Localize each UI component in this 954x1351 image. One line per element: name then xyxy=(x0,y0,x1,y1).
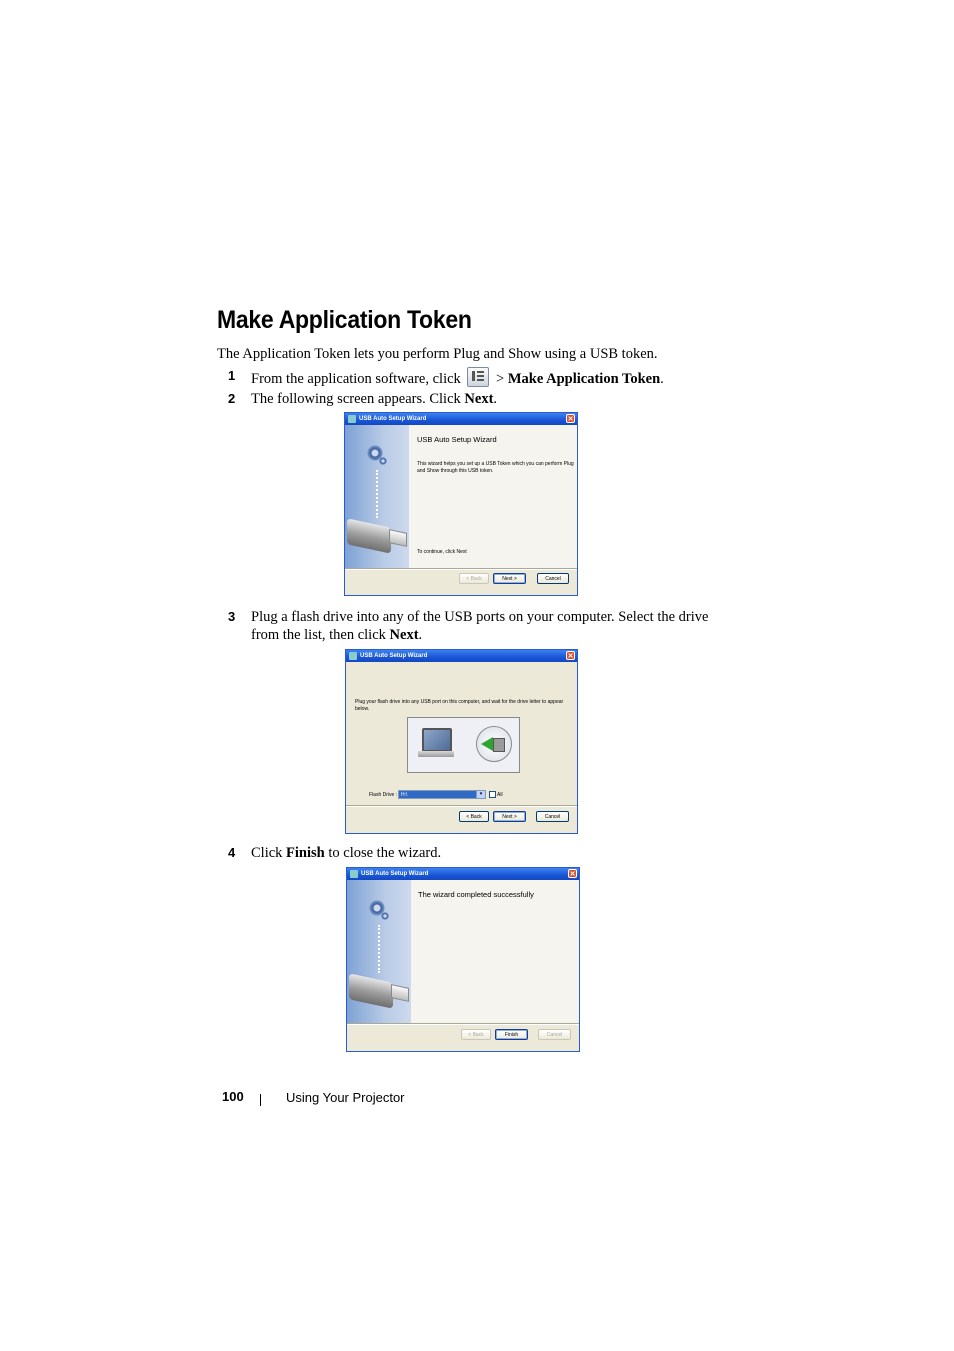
next-button[interactable]: Next > xyxy=(493,573,526,584)
wizard-side-panel xyxy=(345,425,409,568)
flash-drive-value: H:\ xyxy=(401,792,408,798)
finish-button[interactable]: Finish xyxy=(495,1029,528,1040)
wizard-side-panel xyxy=(347,880,411,1023)
wizard-content xyxy=(409,425,577,568)
title-bar: USB Auto Setup Wizard ✕ xyxy=(346,650,577,662)
wizard-description: This wizard helps you set up a USB Token which you can perform Plug and Show through this USB token. xyxy=(417,461,574,474)
cancel-button[interactable]: Cancel xyxy=(537,573,569,584)
usb-drive-icon xyxy=(349,973,393,1008)
dotted-line xyxy=(376,470,378,518)
usb-app-icon xyxy=(348,415,356,423)
intro-paragraph: The Application Token lets you perform Plug and Show using a USB token. xyxy=(217,346,658,362)
wizard-footer-text: To continue, click Next xyxy=(417,549,467,555)
usb-plug-icon xyxy=(389,529,407,547)
plug-illustration xyxy=(407,717,520,773)
wizard-welcome-window xyxy=(344,412,578,596)
divider xyxy=(346,805,577,807)
laptop-icon xyxy=(422,728,452,752)
dotted-line xyxy=(378,925,380,973)
back-button[interactable]: < Back xyxy=(459,811,489,822)
wizard-heading: USB Auto Setup Wizard xyxy=(417,435,497,444)
step-text-line-1: Plug a flash drive into any of the USB ports on your computer. Select the drive xyxy=(251,609,709,625)
usb-port-icon xyxy=(493,738,505,752)
divider xyxy=(347,1023,579,1025)
footer-divider xyxy=(260,1094,261,1106)
usb-plug-icon xyxy=(391,984,409,1002)
step-text-line-2: from the list, then click Next. xyxy=(251,627,423,643)
arrow-icon xyxy=(481,737,493,751)
step-text: From the application software, click > Make Application Token. xyxy=(251,367,664,388)
step-number: 4 xyxy=(228,845,236,860)
step-number: 3 xyxy=(228,609,236,624)
gear-icon xyxy=(381,912,389,920)
step-text: The following screen appears. Click Next. xyxy=(251,391,498,407)
usb-app-icon xyxy=(349,652,357,660)
title-bar: USB Auto Setup Wizard ✕ xyxy=(345,413,577,425)
laptop-base xyxy=(418,751,454,757)
menu-icon xyxy=(467,367,489,387)
divider xyxy=(345,568,577,570)
back-button[interactable]: < Back xyxy=(461,1029,491,1040)
step-number: 2 xyxy=(228,391,236,406)
wizard-content xyxy=(411,880,579,1023)
all-checkbox[interactable] xyxy=(489,791,496,798)
back-button[interactable]: < Back xyxy=(459,573,489,584)
footer-section-title: Using Your Projector xyxy=(286,1090,405,1105)
wizard-complete-window xyxy=(346,867,580,1052)
wizard-heading: The wizard completed successfully xyxy=(418,890,534,899)
step-text: Click Finish to close the wizard. xyxy=(251,845,442,861)
chevron-down-icon[interactable]: ▾ xyxy=(476,791,485,798)
usb-app-icon xyxy=(350,870,358,878)
wizard-description: Plug your flash drive into any USB port on this computer, and wait for the drive letter to appear below. xyxy=(355,699,564,712)
flash-drive-label: Flash Drive : xyxy=(369,792,398,798)
close-icon[interactable]: ✕ xyxy=(567,653,574,660)
cancel-button[interactable]: Cancel xyxy=(536,811,569,822)
page-title: Make Application Token xyxy=(217,306,472,334)
usb-port-zoom xyxy=(476,726,512,762)
next-button[interactable]: Next > xyxy=(493,811,526,822)
gear-icon xyxy=(379,457,387,465)
close-icon[interactable]: ✕ xyxy=(569,871,576,878)
usb-drive-icon xyxy=(347,518,391,553)
step-number: 1 xyxy=(228,368,236,383)
flash-drive-select[interactable] xyxy=(398,790,486,799)
page-number: 100 xyxy=(222,1089,244,1104)
title-bar: USB Auto Setup Wizard ✕ xyxy=(347,868,579,880)
wizard-select-drive-window xyxy=(345,649,578,834)
all-label: All xyxy=(497,792,503,798)
close-icon[interactable]: ✕ xyxy=(567,416,574,423)
cancel-button[interactable]: Cancel xyxy=(538,1029,571,1040)
